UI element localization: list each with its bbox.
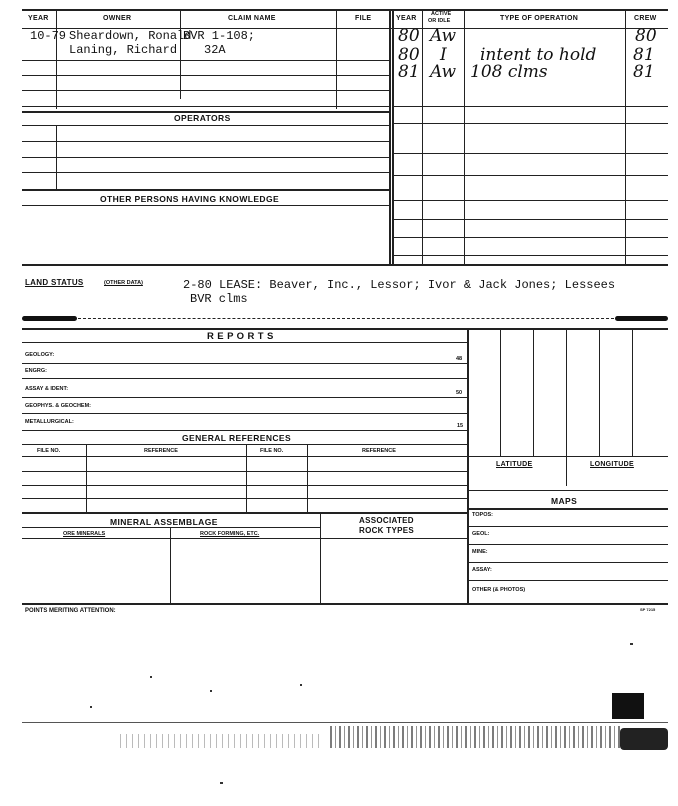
associated-line-2: ROCK TYPES bbox=[359, 526, 415, 535]
activity-row-1-status: Aw bbox=[430, 26, 457, 46]
activity-row-2-operation: intent to hold bbox=[480, 45, 597, 65]
report-assay-code: 50 bbox=[456, 390, 463, 396]
maps-title: MAPS bbox=[551, 496, 578, 506]
rock-forming-heading: ROCK FORMING, ETC. bbox=[200, 531, 260, 537]
report-engrg: ENGRG: bbox=[25, 368, 47, 374]
activity-row-3-year: 81 bbox=[398, 62, 420, 82]
latitude-label: LATITUDE bbox=[496, 461, 533, 468]
activity-row-3-operation: 108 clms bbox=[470, 62, 548, 82]
land-status-label: LAND STATUS bbox=[25, 278, 84, 287]
ref-col-reference-2: REFERENCE bbox=[362, 448, 396, 454]
activity-row-3-crew: 81 bbox=[633, 62, 655, 82]
report-assay: ASSAY & IDENT: bbox=[25, 386, 69, 392]
form-number: SP 7215 bbox=[640, 607, 656, 612]
col-type-of-operation: TYPE OF OPERATION bbox=[500, 15, 579, 22]
operators-heading: OPERATORS bbox=[174, 113, 231, 123]
col-year-2: YEAR bbox=[396, 15, 417, 22]
longitude-label: LONGITUDE bbox=[590, 461, 634, 468]
map-geol: GEOL: bbox=[472, 531, 490, 537]
report-geology-code: 48 bbox=[456, 356, 463, 362]
activity-row-2-year: 80 bbox=[398, 45, 420, 65]
owner-row-1-year: 10-79 bbox=[30, 29, 67, 43]
col-claim-name: CLAIM NAME bbox=[228, 15, 276, 22]
col-crew: CREW bbox=[634, 15, 657, 22]
ore-minerals-heading: ORE MINERALS bbox=[63, 531, 106, 537]
map-assay: ASSAY: bbox=[472, 567, 492, 573]
activity-row-2-status: I bbox=[440, 45, 447, 65]
report-metallurgical-code: 15 bbox=[457, 423, 464, 429]
activity-row-2-crew: 81 bbox=[633, 45, 655, 65]
col-file: FILE bbox=[355, 15, 372, 22]
general-references-title: GENERAL REFERENCES bbox=[182, 433, 292, 443]
activity-row-1-year: 80 bbox=[398, 26, 420, 46]
activity-row-1-crew: 80 bbox=[635, 26, 657, 46]
map-topos: TOPOS: bbox=[472, 512, 493, 518]
owner-row-2-claim: 32A bbox=[204, 43, 226, 57]
ref-col-reference: REFERENCE bbox=[144, 448, 178, 454]
activity-row-3-status: Aw bbox=[430, 62, 457, 82]
land-status-line-2: BVR clms bbox=[190, 292, 248, 306]
land-status-sub: (OTHER DATA) bbox=[104, 280, 143, 286]
other-persons-heading: OTHER PERSONS HAVING KNOWLEDGE bbox=[100, 194, 280, 204]
mineral-assemblage-title: MINERAL ASSEMBLAGE bbox=[110, 517, 218, 527]
points-meriting-attention: POINTS MERITING ATTENTION: bbox=[25, 608, 116, 614]
owner-row-1-owner: Sheardown, Ronald bbox=[69, 29, 192, 43]
col-active-line2: OR IDLE bbox=[428, 18, 451, 24]
col-owner: OWNER bbox=[103, 15, 132, 22]
map-mine: MINE: bbox=[472, 549, 488, 555]
report-metallurgical: METALLURGICAL: bbox=[25, 419, 74, 425]
owner-row-1-claim: BVR 1-108; bbox=[183, 29, 256, 43]
col-active-line1: ACTIVE bbox=[431, 11, 452, 17]
report-geophys: GEOPHYS. & GEOCHEM: bbox=[25, 403, 92, 409]
associated-line-1: ASSOCIATED bbox=[359, 516, 414, 525]
land-status-line-1: 2-80 LEASE: Beaver, Inc., Lessor; Ivor & Jack Jones; Lessees bbox=[183, 278, 616, 292]
ref-col-file-no-2: FILE NO. bbox=[260, 448, 284, 454]
report-geology: GEOLOGY: bbox=[25, 352, 55, 358]
reports-title: R E P O R T S bbox=[207, 331, 274, 342]
ref-col-file-no: FILE NO. bbox=[37, 448, 61, 454]
map-other: OTHER (& PHOTOS) bbox=[472, 587, 526, 593]
owner-row-2-owner: Laning, Richard bbox=[69, 43, 178, 57]
col-year: YEAR bbox=[28, 15, 49, 22]
